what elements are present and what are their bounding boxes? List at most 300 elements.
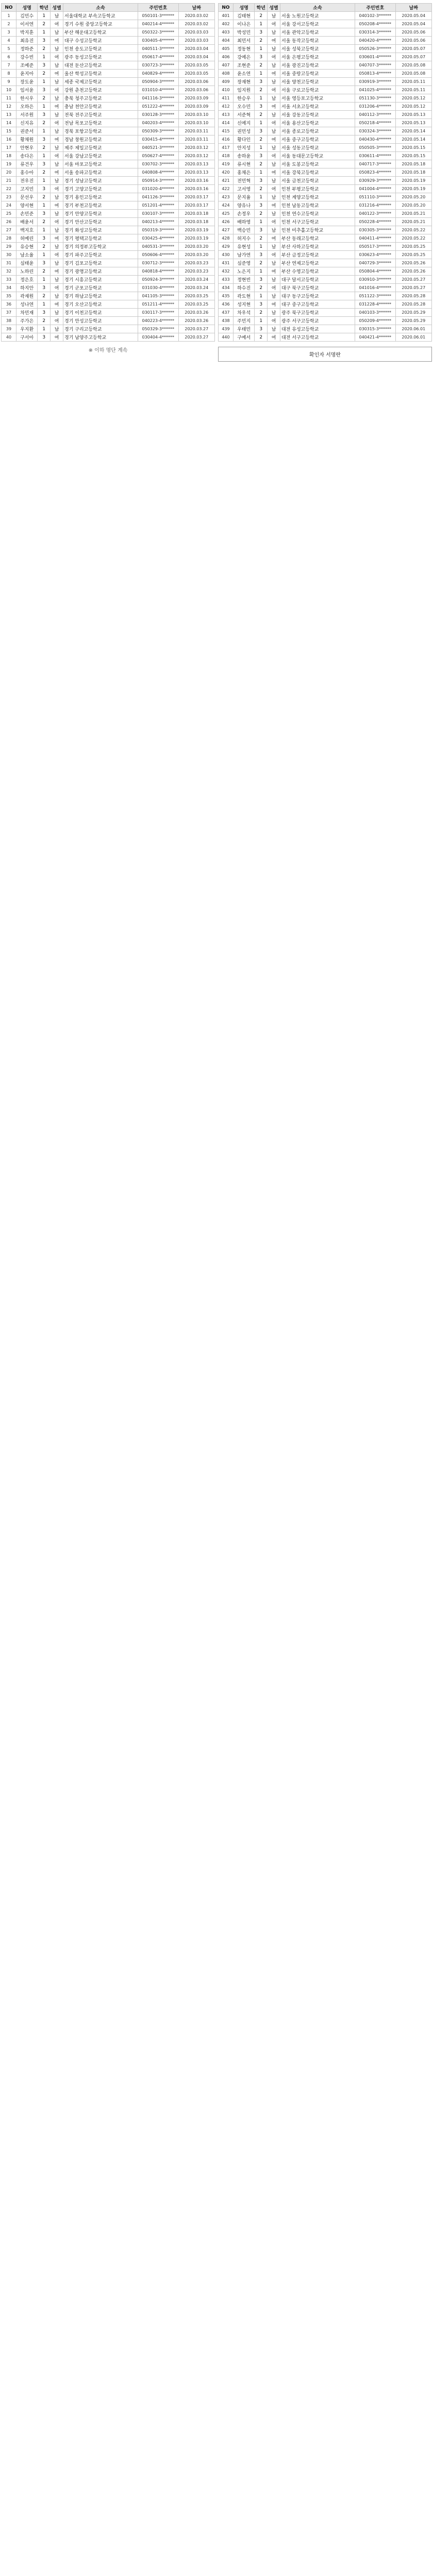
cell-grade: 1 — [38, 251, 51, 259]
cell-no: 403 — [219, 28, 234, 37]
cell-grade: 1 — [38, 177, 51, 185]
cell-grade: 1 — [255, 193, 268, 201]
cell-date: 2020.03.03 — [178, 28, 214, 37]
cell-name: 장재현 — [233, 78, 254, 86]
table-row — [219, 70, 432, 78]
cell-no: 402 — [219, 20, 234, 28]
table-row — [219, 292, 432, 300]
cell-school: 광주 동성고등학교 — [63, 53, 138, 61]
cell-grade: 3 — [38, 234, 51, 243]
cell-gender: 여 — [268, 317, 280, 325]
cell-school: 서울 용산고등학교 — [280, 119, 355, 127]
cell-gender: 남 — [268, 61, 280, 70]
cell-id: 050617-4****** — [138, 53, 178, 61]
cell-date: 2020.03.04 — [178, 45, 214, 53]
cell-grade: 2 — [255, 12, 268, 20]
cell-id: 050505-3****** — [355, 144, 395, 152]
cell-id: 050526-3****** — [355, 45, 395, 53]
cell-no: 34 — [2, 284, 16, 292]
cell-grade: 3 — [38, 135, 51, 144]
cell-name: 유현성 — [233, 243, 254, 251]
cell-name: 박지훈 — [16, 28, 37, 37]
cell-name: 심태윤 — [16, 259, 37, 267]
cell-date: 2020.03.24 — [178, 284, 214, 292]
cell-name: 권준서 — [16, 127, 37, 135]
cell-grade: 3 — [38, 86, 51, 94]
cell-gender: 남 — [268, 94, 280, 103]
table-row — [219, 78, 432, 86]
cell-no: 35 — [2, 292, 16, 300]
cell-school: 경기 안성고등학교 — [63, 317, 138, 325]
cell-no: 18 — [2, 152, 16, 160]
cell-school: 경기 오산고등학교 — [63, 300, 138, 309]
cell-no: 7 — [2, 61, 16, 70]
cell-gender: 여 — [51, 168, 63, 177]
cell-no: 440 — [219, 333, 234, 342]
cell-name: 송다은 — [16, 152, 37, 160]
cell-date: 2020.03.02 — [178, 12, 214, 20]
cell-grade: 1 — [255, 317, 268, 325]
table-row — [219, 168, 432, 177]
col-gender: 성별 — [51, 4, 63, 12]
cell-id: 050208-4****** — [355, 20, 395, 28]
table-row — [219, 144, 432, 152]
table-row — [219, 193, 432, 201]
table-row — [2, 259, 215, 267]
cell-no: 435 — [219, 292, 234, 300]
cell-name: 고서영 — [233, 185, 254, 193]
cell-school: 경기 구리고등학교 — [63, 325, 138, 333]
cell-id: 030324-3****** — [355, 127, 395, 135]
cell-id: 050319-3****** — [138, 226, 178, 234]
table-row — [2, 193, 215, 201]
cell-gender: 남 — [51, 292, 63, 300]
cell-date: 2020.03.11 — [178, 135, 214, 144]
cell-gender: 남 — [268, 243, 280, 251]
table-row — [2, 177, 215, 185]
cell-id: 030315-3****** — [355, 325, 395, 333]
cell-school: 경기 수원 중앙고등학교 — [63, 20, 138, 28]
cell-grade: 2 — [255, 86, 268, 94]
cell-gender: 남 — [51, 12, 63, 20]
cell-school: 서울 성동고등학교 — [280, 144, 355, 152]
cell-id: 041105-3****** — [138, 292, 178, 300]
cell-gender: 남 — [268, 259, 280, 267]
cell-no: 409 — [219, 78, 234, 86]
cell-date: 2020.05.07 — [395, 45, 431, 53]
table-row — [2, 160, 215, 168]
cell-no: 33 — [2, 276, 16, 284]
cell-no: 14 — [2, 119, 16, 127]
cell-date: 2020.03.17 — [178, 193, 214, 201]
cell-date: 2020.05.18 — [395, 168, 431, 177]
cell-gender: 여 — [51, 317, 63, 325]
cell-id: 050309-3****** — [138, 127, 178, 135]
cell-date: 2020.05.11 — [395, 78, 431, 86]
cell-grade: 2 — [38, 193, 51, 201]
cell-name: 강예은 — [233, 53, 254, 61]
table-row — [219, 276, 432, 284]
cell-school: 서울 구로고등학교 — [280, 86, 355, 94]
cell-grade: 3 — [255, 127, 268, 135]
cell-gender: 남 — [51, 94, 63, 103]
table-row — [2, 284, 215, 292]
cell-no: 39 — [2, 325, 16, 333]
cell-no: 413 — [219, 111, 234, 119]
cell-id: 050924-3****** — [138, 276, 178, 284]
col-school: 소속 — [63, 4, 138, 12]
cell-gender: 남 — [51, 111, 63, 119]
right-column — [218, 3, 432, 2576]
cell-name: 신예지 — [233, 119, 254, 127]
cell-school: 대구 중구고등학교 — [280, 300, 355, 309]
cell-id: 040511-3****** — [138, 45, 178, 53]
cell-date: 2020.03.03 — [178, 37, 214, 45]
col-name: 성명 — [233, 4, 254, 12]
cell-id: 040829-4****** — [138, 70, 178, 78]
cell-school: 인천 미추홀고등학교 — [280, 226, 355, 234]
cell-gender: 여 — [268, 103, 280, 111]
table-row — [219, 259, 432, 267]
cell-name: 전민혁 — [233, 177, 254, 185]
cell-school: 경기 부천고등학교 — [63, 201, 138, 210]
cell-gender: 남 — [268, 160, 280, 168]
cell-date: 2020.03.10 — [178, 111, 214, 119]
cell-grade: 3 — [255, 300, 268, 309]
cell-name: 배윤서 — [16, 218, 37, 226]
cell-no: 1 — [2, 12, 16, 20]
cell-date: 2020.03.19 — [178, 234, 214, 243]
cell-grade: 1 — [255, 267, 268, 276]
cell-grade: 2 — [255, 333, 268, 342]
cell-gender: 남 — [268, 78, 280, 86]
cell-date: 2020.03.16 — [178, 185, 214, 193]
cell-gender: 남 — [268, 276, 280, 284]
left-table-body — [2, 12, 215, 342]
cell-school: 경기 김포고등학교 — [63, 259, 138, 267]
cell-grade: 3 — [255, 226, 268, 234]
right-table — [218, 3, 432, 342]
cell-name: 유승현 — [16, 243, 37, 251]
cell-id: 030404-4****** — [138, 333, 178, 342]
cell-gender: 여 — [268, 20, 280, 28]
cell-name: 남소율 — [16, 251, 37, 259]
cell-school: 전북 전주고등학교 — [63, 111, 138, 119]
cell-no: 27 — [2, 226, 16, 234]
table-row — [2, 309, 215, 317]
cell-gender: 여 — [51, 86, 63, 94]
table-row — [219, 210, 432, 218]
cell-id: 050627-4****** — [138, 152, 178, 160]
cell-no: 40 — [2, 333, 16, 342]
cell-gender: 여 — [268, 152, 280, 160]
table-row — [219, 45, 432, 53]
cell-gender: 남 — [51, 210, 63, 218]
cell-id: 031228-4****** — [355, 300, 395, 309]
cell-name: 양서현 — [16, 201, 37, 210]
cell-id: 040521-3****** — [138, 144, 178, 152]
cell-name: 성나연 — [16, 300, 37, 309]
cell-name: 허지수 — [233, 234, 254, 243]
cell-no: 427 — [219, 226, 234, 234]
cell-date: 2020.05.12 — [395, 94, 431, 103]
cell-gender: 남 — [51, 226, 63, 234]
cell-school: 서울 은평고등학교 — [280, 53, 355, 61]
cell-id: 051222-4****** — [138, 103, 178, 111]
cell-id: 050813-4****** — [355, 70, 395, 78]
cell-date: 2020.05.25 — [395, 243, 431, 251]
cell-grade: 2 — [255, 160, 268, 168]
table-row — [219, 300, 432, 309]
cell-id: 050804-4****** — [355, 267, 395, 276]
cell-name: 권민성 — [233, 127, 254, 135]
cell-gender: 남 — [51, 325, 63, 333]
cell-name: 백승민 — [233, 226, 254, 234]
cell-date: 2020.05.26 — [395, 267, 431, 276]
cell-id: 040707-3****** — [355, 61, 395, 70]
continuation-note: ※ 이하 명단 계속 — [88, 348, 128, 353]
cell-school: 전남 목포고등학교 — [63, 119, 138, 127]
cell-name: 노은지 — [233, 267, 254, 276]
table-row — [2, 103, 215, 111]
cell-grade: 2 — [38, 119, 51, 127]
cell-gender: 남 — [268, 325, 280, 333]
cell-school: 충남 천안고등학교 — [63, 103, 138, 111]
cell-gender: 남 — [268, 177, 280, 185]
cell-gender: 여 — [51, 53, 63, 61]
table-row — [2, 111, 215, 119]
cell-id: 031030-4****** — [138, 284, 178, 292]
cell-school: 부산 해운대고등학교 — [63, 28, 138, 37]
cell-gender: 여 — [51, 135, 63, 144]
cell-grade: 2 — [255, 309, 268, 317]
cell-school: 경기 하남고등학교 — [63, 292, 138, 300]
cell-no: 422 — [219, 185, 234, 193]
cell-school: 경기 파주고등학교 — [63, 251, 138, 259]
cell-school: 서울 동대문고등학교 — [280, 152, 355, 160]
cell-no: 414 — [219, 119, 234, 127]
cell-gender: 남 — [268, 127, 280, 135]
col-name: 성명 — [16, 4, 37, 12]
table-row — [2, 144, 215, 152]
cell-no: 423 — [219, 193, 234, 201]
cell-no: 2 — [2, 20, 16, 28]
cell-gender: 여 — [268, 53, 280, 61]
cell-no: 416 — [219, 135, 234, 144]
cell-gender: 남 — [51, 276, 63, 284]
cell-name: 송하윤 — [233, 152, 254, 160]
cell-gender: 남 — [268, 309, 280, 317]
cell-grade: 3 — [255, 276, 268, 284]
table-row — [219, 333, 432, 342]
cell-school: 경기 이천고등학교 — [63, 309, 138, 317]
cell-gender: 남 — [268, 292, 280, 300]
cell-id: 030117-3****** — [138, 309, 178, 317]
table-row — [2, 94, 215, 103]
table-row — [2, 152, 215, 160]
cell-school: 인천 남동고등학교 — [280, 201, 355, 210]
cell-name: 안현우 — [16, 144, 37, 152]
cell-school: 부산 연제고등학교 — [280, 259, 355, 267]
cell-gender: 여 — [268, 119, 280, 127]
cell-no: 31 — [2, 259, 16, 267]
cell-school: 세종 국제고등학교 — [63, 78, 138, 86]
cell-school: 경기 고양고등학교 — [63, 185, 138, 193]
cell-id: 041025-4****** — [355, 86, 395, 94]
table-row — [219, 28, 432, 37]
cell-grade: 1 — [38, 78, 51, 86]
cell-id: 040112-3****** — [355, 111, 395, 119]
cell-gender: 남 — [51, 193, 63, 201]
cell-grade: 3 — [255, 78, 268, 86]
cell-gender: 남 — [268, 12, 280, 20]
left-column — [1, 3, 215, 2576]
cell-name: 오수민 — [233, 103, 254, 111]
cell-date: 2020.03.09 — [178, 94, 214, 103]
cell-name: 심준영 — [233, 259, 254, 267]
cell-grade: 1 — [255, 45, 268, 53]
cell-gender: 여 — [268, 70, 280, 78]
cell-school: 서울 노원고등학교 — [280, 12, 355, 20]
cell-school: 대구 달서고등학교 — [280, 276, 355, 284]
cell-grade: 1 — [255, 243, 268, 251]
table-row — [2, 61, 215, 70]
cell-name: 남가연 — [233, 251, 254, 259]
cell-name: 황다인 — [233, 135, 254, 144]
cell-no: 22 — [2, 185, 16, 193]
cell-date: 2020.05.14 — [395, 135, 431, 144]
cell-school: 강원 춘천고등학교 — [63, 86, 138, 94]
cell-school: 대전 유성고등학교 — [280, 325, 355, 333]
cell-school: 서울대학교 부속고등학교 — [63, 12, 138, 20]
table-row — [2, 28, 215, 37]
cell-gender: 남 — [51, 45, 63, 53]
cell-name: 우지환 — [16, 325, 37, 333]
table-row — [219, 284, 432, 292]
cell-date: 2020.05.12 — [395, 103, 431, 111]
cell-school: 서울 영등포고등학교 — [280, 94, 355, 103]
cell-school: 서울 금천고등학교 — [280, 177, 355, 185]
cell-name: 최민서 — [233, 37, 254, 45]
cell-date: 2020.05.29 — [395, 317, 431, 325]
cell-date: 2020.05.27 — [395, 276, 431, 284]
cell-grade: 2 — [38, 267, 51, 276]
cell-school: 서울 강남고등학교 — [63, 152, 138, 160]
cell-date: 2020.03.06 — [178, 78, 214, 86]
cell-id: 030314-3****** — [355, 28, 395, 37]
cell-no: 408 — [219, 70, 234, 78]
cell-name: 정하준 — [16, 45, 37, 53]
cell-name: 성지현 — [233, 300, 254, 309]
cell-no: 405 — [219, 45, 234, 53]
cell-id: 030415-4****** — [138, 135, 178, 144]
table-row — [2, 45, 215, 53]
cell-date: 2020.05.22 — [395, 226, 431, 234]
table-row — [219, 243, 432, 251]
cell-name: 김태현 — [233, 12, 254, 20]
cell-grade: 3 — [255, 103, 268, 111]
cell-id: 051122-3****** — [355, 292, 395, 300]
cell-id: 051110-3****** — [355, 193, 395, 201]
cell-grade: 2 — [255, 284, 268, 292]
cell-grade: 3 — [38, 111, 51, 119]
cell-name: 하지안 — [16, 284, 37, 292]
cell-no: 415 — [219, 127, 234, 135]
table-row — [219, 152, 432, 160]
table-row — [2, 333, 215, 342]
cell-id: 050606-4****** — [138, 251, 178, 259]
cell-name: 구서아 — [16, 333, 37, 342]
cell-grade: 3 — [38, 333, 51, 342]
cell-id: 031216-4****** — [355, 201, 395, 210]
left-table — [1, 3, 215, 342]
cell-date: 2020.05.04 — [395, 12, 431, 20]
cell-grade: 1 — [255, 94, 268, 103]
table-row — [2, 210, 215, 218]
col-no: NO — [219, 4, 234, 12]
cell-id: 050322-3****** — [138, 28, 178, 37]
cell-grade: 1 — [38, 300, 51, 309]
cell-grade: 2 — [38, 218, 51, 226]
cell-gender: 여 — [51, 251, 63, 259]
cell-date: 2020.05.29 — [395, 309, 431, 317]
cell-school: 울산 학성고등학교 — [63, 70, 138, 78]
cell-id: 030611-4****** — [355, 152, 395, 160]
cell-date: 2020.03.20 — [178, 243, 214, 251]
cell-id: 040411-4****** — [355, 234, 395, 243]
cell-name: 정동현 — [233, 45, 254, 53]
cell-no: 12 — [2, 103, 16, 111]
cell-no: 406 — [219, 53, 234, 61]
cell-no: 24 — [2, 201, 16, 210]
cell-grade: 3 — [38, 37, 51, 45]
cell-date: 2020.05.07 — [395, 53, 431, 61]
cell-school: 서울 동작고등학교 — [280, 37, 355, 45]
cell-id: 050218-4****** — [355, 119, 395, 127]
table-row — [2, 70, 215, 78]
cell-grade: 1 — [255, 144, 268, 152]
cell-school: 인천 송도고등학교 — [63, 45, 138, 53]
cell-school: 서울 종로고등학교 — [280, 127, 355, 135]
table-row — [219, 119, 432, 127]
cell-gender: 여 — [51, 103, 63, 111]
cell-school: 대전 둔산고등학교 — [63, 61, 138, 70]
cell-id: 050517-3****** — [355, 243, 395, 251]
cell-date: 2020.06.01 — [395, 325, 431, 333]
cell-name: 조현준 — [233, 61, 254, 70]
table-row — [219, 111, 432, 119]
cell-gender: 여 — [268, 168, 280, 177]
cell-gender: 여 — [268, 218, 280, 226]
cell-school: 부산 금정고등학교 — [280, 251, 355, 259]
cell-no: 5 — [2, 45, 16, 53]
cell-name: 장도윤 — [16, 78, 37, 86]
cell-school: 광주 서구고등학교 — [280, 317, 355, 325]
cell-date: 2020.03.13 — [178, 168, 214, 177]
cell-date: 2020.05.15 — [395, 144, 431, 152]
table-row — [2, 276, 215, 284]
cell-grade: 1 — [38, 276, 51, 284]
cell-name: 윤소연 — [233, 70, 254, 78]
cell-gender: 여 — [268, 300, 280, 309]
cell-id: 041126-3****** — [138, 193, 178, 201]
cell-grade: 1 — [255, 70, 268, 78]
cell-no: 434 — [219, 284, 234, 292]
cell-name: 신지유 — [16, 119, 37, 127]
cell-name: 황채원 — [16, 135, 37, 144]
cell-grade: 3 — [255, 53, 268, 61]
col-id: 주민번호 — [355, 4, 395, 12]
